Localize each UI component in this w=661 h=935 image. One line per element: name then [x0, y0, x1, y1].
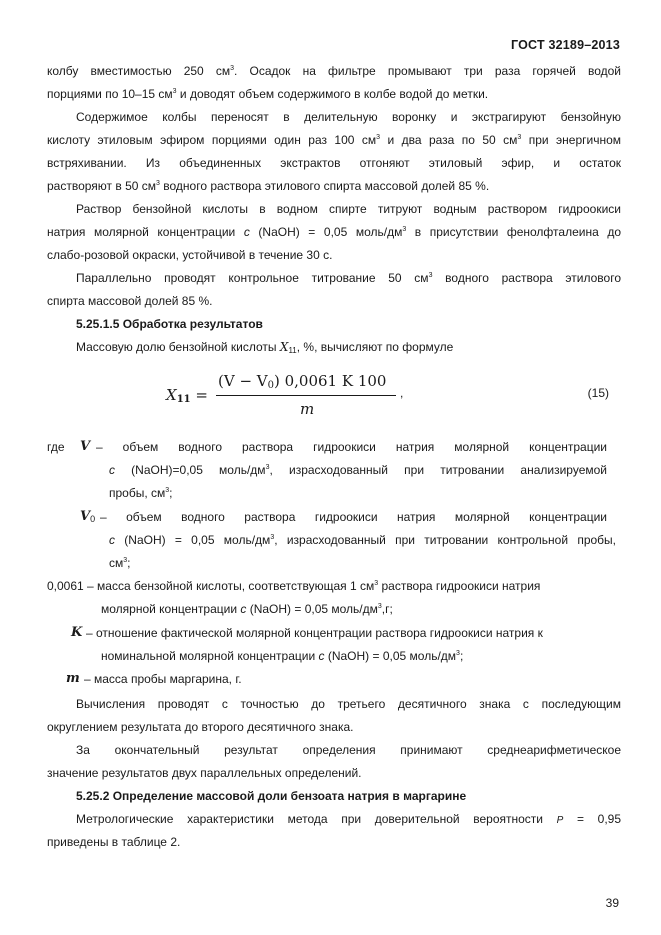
formula-15: [166, 372, 406, 420]
legend-line: – объем водного раствора гидроокиси натрия молярной концентрации: [100, 510, 607, 524]
text-line: Метрологические характеристики метода при доверительной вероятности P = 0,95: [76, 812, 621, 826]
legend-line: $см^3$;: [109, 556, 131, 570]
text-line: округлением результата до второго десятичного знака.: [47, 720, 354, 734]
symbol-m: m: [66, 671, 80, 686]
text-line: порциями по 10–15 $см^3$ и доводят объем содержимого в колбе водой до метки.: [47, 87, 489, 101]
section-heading: 5.25.1.5 Обработка результатов: [76, 317, 263, 331]
legend-line: молярной концентрации c (NaOH) = 0,05 моль/$дм^3,г$;: [101, 602, 393, 616]
formula-lhs: $X_{11}$ =: [166, 386, 208, 405]
text-line: За окончательный результат определения принимают среднеарифметическое: [76, 743, 621, 757]
text-line: Параллельно проводят контрольное титрование 50 $см^3$ водного раствора этилового: [76, 271, 621, 285]
equation-number: (15): [587, 386, 609, 400]
symbol-v0: V0: [80, 509, 96, 524]
text-line: Вычисления проводят с точностью до третьего десятичного знака с последующим: [76, 697, 621, 711]
fraction-bar: [216, 395, 396, 396]
formula-comma: ,: [400, 386, 404, 400]
text-line: кислоту этиловым эфиром порциями один раз 100 $см^3$ и два раза по 50 $см^3$ при энергичном: [47, 133, 622, 147]
text-line: спирта массовой долей 85 %.: [47, 294, 213, 308]
symbol-k: K: [71, 625, 83, 640]
legend-line: 0,0061 – масса бензойной кислоты, соответствующая 1 $см^3$ раствора гидроокиси натрия: [47, 579, 541, 593]
symbol-v: V: [80, 439, 91, 454]
legend-line: c (NaOH) = 0,05 моль/$дм^3$, израсходованный при титровании контрольной пробы,: [109, 533, 617, 547]
standard-header: ГОСТ 32189–2013: [511, 38, 620, 52]
formula-denominator: m: [300, 400, 315, 418]
text-line: Массовую долю бензойной кислоты $X_{11}$, %, вычисляют по формуле: [76, 340, 454, 355]
text-line: колбу вместимостью 250 $см^3$. Осадок на фильтре промывают три раза горячей водой: [47, 64, 622, 78]
text-line: встряхивании. Из объединенных экстрактов отгоняют этиловый эфир, и остаток: [47, 156, 621, 170]
legend-line: c (NaOH)=0,05 моль/$дм^3$, израсходованный при титровании анализируемой: [109, 463, 607, 477]
text-line: значение результатов двух параллельных определений.: [47, 766, 362, 780]
legend-line: – объем водного раствора гидроокиси натрия молярной концентрации: [96, 440, 607, 454]
legend-line: пробы, $см^3$;: [109, 486, 173, 500]
text-line: приведены в таблице 2.: [47, 835, 181, 849]
text-line: Раствор бензойной кислоты в водном спирте титруют водным раствором гидроокиси: [76, 202, 621, 216]
legend-line: номинальной молярной концентрации c (NaOH) = 0,05 моль/$дм^3$;: [101, 649, 464, 663]
legend-line: – масса пробы маргарина, г.: [84, 672, 242, 686]
text-line: Содержимое колбы переносят в делительную воронку и экстрагируют бензойную: [76, 110, 621, 124]
page-number: 39: [605, 896, 619, 910]
text-line: натрия молярной концентрации c (NaOH) = 0,05 моль/$дм^3$ в присутствии фенолфталеина до: [47, 225, 622, 239]
formula-numerator: $(V - V_0)$ 0,0061 K 100: [218, 372, 387, 391]
text-line: растворяют в 50 $см^3$ водного раствора этилового спирта массовой долей 85 %.: [47, 179, 490, 193]
text-line: слабо-розовой окраски, устойчивой в течение 30 с.: [47, 248, 333, 262]
legend-where: где: [47, 440, 65, 454]
section-heading: 5.25.2 Определение массовой доли бензоата натрия в маргарине: [76, 789, 467, 803]
legend-line: – отношение фактической молярной концентрации раствора гидроокиси натрия к: [86, 626, 543, 640]
